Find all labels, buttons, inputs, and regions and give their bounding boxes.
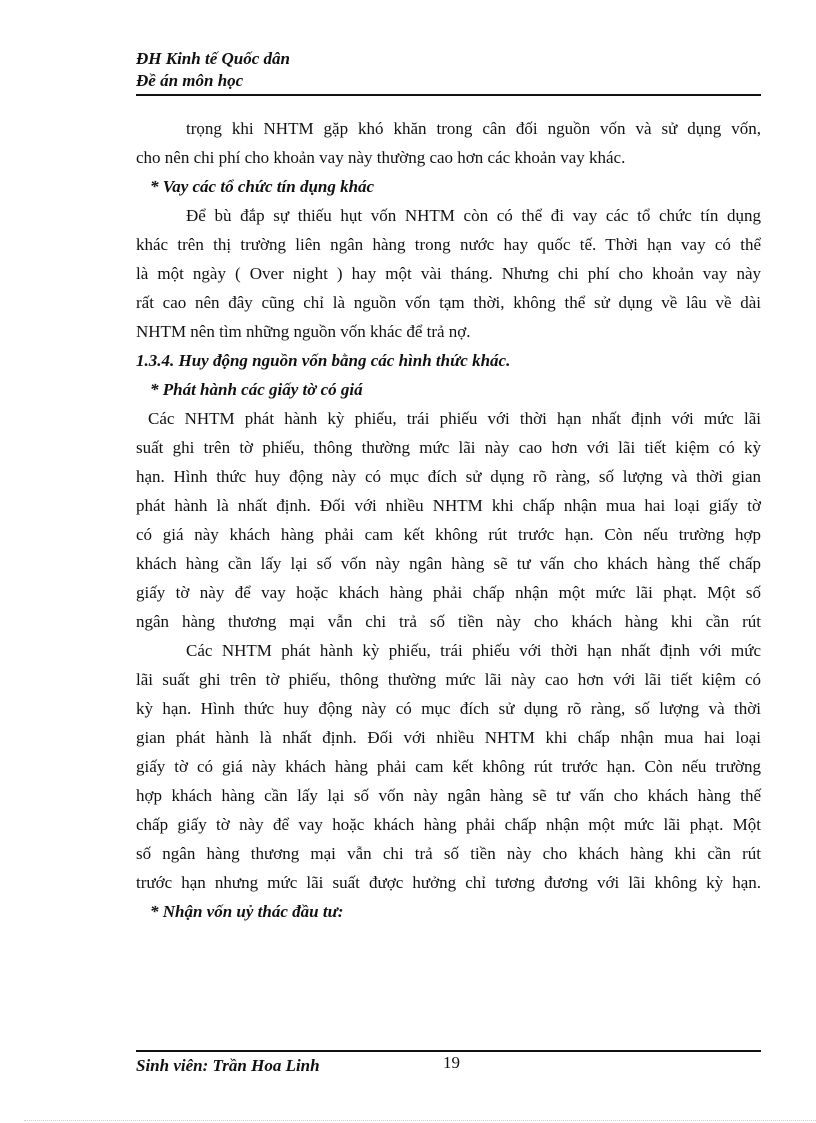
paragraph-line: khách hàng cần lấy lại số vốn này ngân hàng sẽ tư vấn cho khách hàng thế chấp xyxy=(136,554,761,573)
paragraph-line: rất cao nên đây cũng chỉ là nguồn vốn tạm thời, không thể sử dụng về lâu về dài xyxy=(136,293,761,312)
paragraph-line: giấy tờ này để vay hoặc khách hàng phải chấp nhận một mức lãi phạt. Một số xyxy=(136,583,761,602)
paragraph-line: trọng khi NHTM gặp khó khăn trong cân đối nguồn vốn và sử dụng vốn, xyxy=(186,119,761,138)
subheading-valuable-papers: * Phát hành các giấy tờ có giá xyxy=(150,380,363,399)
paragraph-line: có giá này khách hàng phải cam kết không rút trước hạn. Còn nếu trường hợp xyxy=(136,525,761,544)
paragraph-line: gian phát hành là nhất định. Đối với nhiều NHTM khi chấp nhận mua hai loại xyxy=(136,728,761,747)
paragraph-line: phát hành là nhất định. Đối với nhiều NHTM khi chấp nhận mua hai loại giấy tờ xyxy=(136,496,761,515)
page-edge-dotted-line xyxy=(24,1120,816,1121)
paragraph-line: trước hạn nhưng mức lãi suất được hưởng chỉ tương đương với lãi không kỳ hạn. xyxy=(136,873,761,892)
paragraph-line: Các NHTM phát hành kỳ phiếu, trái phiếu với thời hạn nhất định với mức xyxy=(186,641,761,660)
paragraph-line: chấp giấy tờ này để vay hoặc khách hàng phải chấp nhận một mức lãi phạt. Một xyxy=(136,815,761,834)
section-heading: 1.3.4. Huy động nguồn vốn bằng các hình thức khác. xyxy=(136,351,511,370)
paragraph-line: Các NHTM phát hành kỳ phiếu, trái phiếu với thời hạn nhất định với mức lãi xyxy=(148,409,761,428)
paragraph-line: cho nên chi phí cho khoản vay này thường cao hơn các khoản vay khác. xyxy=(136,148,626,167)
paragraph-line: hạn. Hình thức huy động này có mục đích sử dụng rõ ràng, số lượng và thời gian xyxy=(136,467,761,486)
paragraph-line: ngân hàng thương mại vẫn chi trả số tiền này cho khách hàng khi cần rút xyxy=(136,612,761,631)
paragraph-line: kỳ hạn. Hình thức huy động này có mục đích sử dụng rõ ràng, số lượng và thời xyxy=(136,699,761,718)
paragraph-line: là một ngày ( Over night ) hay một vài tháng. Nhưng chi phí cho khoản vay này xyxy=(136,264,761,283)
header-doc-type: Đề án môn học xyxy=(136,71,244,90)
subheading-trust-capital: * Nhận vốn uỷ thác đầu tư: xyxy=(150,902,344,921)
paragraph-line: NHTM nên tìm những nguồn vốn khác để trả nợ. xyxy=(136,322,471,341)
paragraph-line: số ngân hàng thương mại vẫn chi trả số tiền này cho khách hàng khi cần rút xyxy=(136,844,761,863)
header-rule xyxy=(136,94,761,96)
header-university: ĐH Kinh tế Quốc dân xyxy=(136,49,290,68)
paragraph-line: giấy tờ có giá này khách hàng phải cam kết không rút trước hạn. Còn nếu trường xyxy=(136,757,761,776)
paragraph-line: Để bù đắp sự thiếu hụt vốn NHTM còn có thể đi vay các tổ chức tín dụng xyxy=(186,206,761,225)
paragraph-line: lãi suất ghi trên tờ phiếu, thông thường mức lãi này cao hơn với lãi tiết kiệm có xyxy=(136,670,761,689)
subheading-interbank-loans: * Vay các tổ chức tín dụng khác xyxy=(150,177,375,196)
footer-student-name: Sinh viên: Trần Hoa Linh xyxy=(136,1056,320,1075)
paragraph-line: khác trên thị trường liên ngân hàng trong nước hay quốc tế. Thời hạn vay có thể xyxy=(136,235,761,254)
paragraph-line: suất ghi trên tờ phiếu, thông thường mức lãi này cao hơn với lãi tiết kiệm có kỳ xyxy=(136,438,761,457)
paragraph-line: hợp khách hàng cần lấy lại số vốn này ngân hàng sẽ tư vấn cho khách hàng thế xyxy=(136,786,761,805)
document-body xyxy=(136,114,761,926)
page-number: 19 xyxy=(443,1053,460,1072)
page-header xyxy=(136,48,761,92)
